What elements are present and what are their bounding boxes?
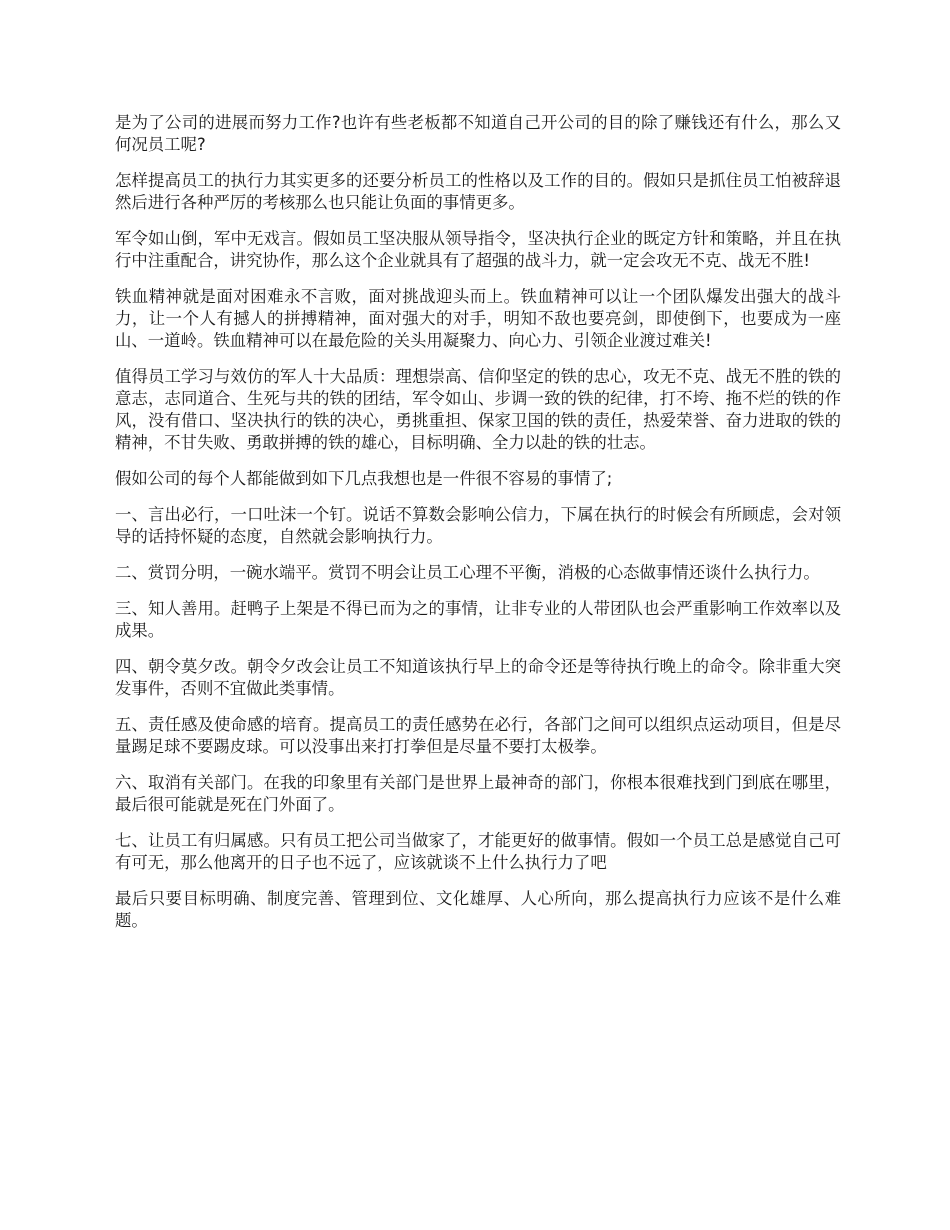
paragraph-9: 三、知人善用。赶鸭子上架是不得已而为之的事情，让非专业的人带团队也会严重影响工作效率以及成果。 <box>115 599 841 640</box>
paragraph-11: 五、责任感及使命感的培育。提高员工的责任感势在必行，各部门之间可以组织点运动项目，但是尽量踢足球不要踢皮球。可以没事出来打打拳但是尽量不要打太极拳。 <box>115 715 841 756</box>
paragraph-10: 四、朝令莫夕改。朝令夕改会让员工不知道该执行早上的命令还是等待执行晚上的命令。除非重大突发事件，否则不宜做此类事情。 <box>115 657 841 698</box>
paragraph-8: 二、赏罚分明，一碗水端平。赏罚不明会让员工心理不平衡，消极的心态做事情还谈什么执行力。 <box>115 563 820 582</box>
paragraph-5: 值得员工学习与效仿的军人十大品质：理想崇高、信仰坚定的铁的忠心，攻无不克、战无不胜的铁的意志，志同道合、生死与共的铁的团结，军令如山、步调一致的铁的纪律，打不垮、拖不烂的铁的作风，没有借口、坚决执行的铁的决心，勇挑重担、保家卫国的铁的责任，热爱荣誉、奋力进取的铁的精神，不甘失败、勇敢拼搏的铁的雄心，目标明确、全力以赴的铁的壮志。 <box>115 367 841 452</box>
paragraph-6: 假如公司的每个人都能做到如下几点我想也是一件很不容易的事情了; <box>115 469 613 488</box>
paragraph-4: 铁血精神就是面对困难永不言败，面对挑战迎头而上。铁血精神可以让一个团队爆发出强大的战斗力，让一个人有撼人的拼搏精神，面对强大的对手，明知不敌也要亮剑，即使倒下，也要成为一座山、一道岭。铁血精神可以在最危险的关头用凝聚力、向心力、引领企业渡过难关! <box>115 287 841 350</box>
paragraph-13: 七、让员工有归属感。只有员工把公司当做家了，才能更好的做事情。假如一个员工总是感觉自己可有可无，那么他离开的日子也不远了，应该就谈不上什么执行力了吧 <box>115 831 841 872</box>
paragraph-14: 最后只要目标明确、制度完善、管理到位、文化雄厚、人心所向，那么提高执行力应该不是什么难题。 <box>115 889 841 930</box>
paragraph-1: 是为了公司的进展而努力工作?也许有些老板都不知道自己开公司的目的除了赚钱还有什么，那么又何况员工呢? <box>115 113 841 154</box>
paragraph-3: 军令如山倒，军中无戏言。假如员工坚决服从领导指令，坚决执行企业的既定方针和策略，并且在执行中注重配合，讲究协作，那么这个企业就具有了超强的战斗力，就一定会攻无不克、战无不胜! <box>115 229 841 270</box>
document-body <box>115 112 841 946</box>
paragraph-12: 六、取消有关部门。在我的印象里有关部门是世界上最神奇的部门，你根本很难找到门到底在哪里，最后很可能就是死在门外面了。 <box>115 773 841 814</box>
paragraph-2: 怎样提高员工的执行力其实更多的还要分析员工的性格以及工作的目的。假如只是抓住员工怕被辞退然后进行各种严厉的考核那么也只能让负面的事情更多。 <box>115 171 841 212</box>
paragraph-7: 一、言出必行，一口吐沫一个钉。说话不算数会影响公信力，下属在执行的时候会有所顾虑，会对领导的话持怀疑的态度，自然就会影响执行力。 <box>115 505 841 546</box>
